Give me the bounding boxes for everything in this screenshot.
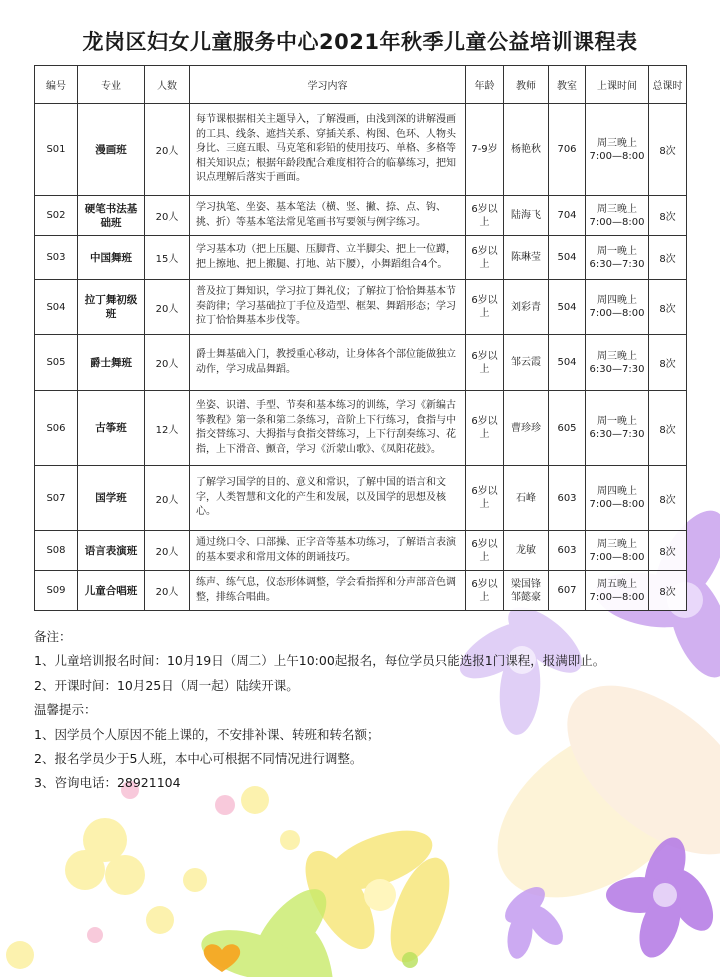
cell-hours: 8次 <box>649 104 687 196</box>
notes-heading: 备注： <box>34 629 72 644</box>
cell-content: 了解学习国学的目的、意义和常识，了解中国的语言和文字，人类智慧和文化的产生和发展，以及国学的思想及核心。 <box>190 466 466 531</box>
course-schedule-table <box>34 65 687 611</box>
cell-content: 学习执笔、坐姿、基本笔法（横、竖、撇、捺、点、钩、挑、折）等基本笔法常见笔画书写要领与例字练习。 <box>190 196 466 236</box>
cell-id: S03 <box>35 236 78 280</box>
cell-id: S06 <box>35 391 78 466</box>
green-dot <box>402 952 418 968</box>
cell-teacher: 梁国锋 邹懿豪 <box>504 571 549 611</box>
cell-room: 605 <box>549 391 586 466</box>
header-room: 教室 <box>549 66 586 104</box>
table-row <box>35 531 687 571</box>
cell-major: 爵士舞班 <box>78 335 145 391</box>
cell-teacher: 石峰 <box>504 466 549 531</box>
cell-major: 国学班 <box>78 466 145 531</box>
table-row <box>35 335 687 391</box>
cell-age: 6岁以上 <box>466 531 504 571</box>
cell-time: 周三晚上 7:00—8:00 <box>586 196 649 236</box>
cell-count: 20人 <box>145 335 190 391</box>
cell-hours: 8次 <box>649 391 687 466</box>
cell-room: 504 <box>549 280 586 335</box>
cell-time: 周四晚上 7:00—8:00 <box>586 466 649 531</box>
header-teacher: 教师 <box>504 66 549 104</box>
cell-teacher: 龙敏 <box>504 531 549 571</box>
cell-major: 古筝班 <box>78 391 145 466</box>
page-title: 龙岗区妇女儿童服务中心2021年秋季儿童公益培训课程表 <box>82 30 638 54</box>
cell-major: 硬笔书法基础班 <box>78 196 145 236</box>
tip-no-makeup: 1、因学员个人原因不能上课的，不安排补课、转班和转名额； <box>34 726 380 742</box>
header-age: 年龄 <box>466 66 504 104</box>
cell-hours: 8次 <box>649 280 687 335</box>
cell-age: 6岁以上 <box>466 280 504 335</box>
tip-min-students: 2、报名学员少于5人班，本中心可根据不同情况进行调整。 <box>34 750 363 766</box>
tip-contact-phone: 3、咨询电话：28921104 <box>34 775 181 791</box>
cell-room: 704 <box>549 196 586 236</box>
course-schedule-table-wrapper <box>34 65 686 611</box>
cell-time: 周一晚上 6:30—7:30 <box>586 391 649 466</box>
note-start-time: 2、开课时间：10月25日（周一起）陆续开课。 <box>34 677 299 693</box>
cell-count: 20人 <box>145 531 190 571</box>
cell-time: 周一晚上 6:30—7:30 <box>586 236 649 280</box>
cell-teacher: 曹珍珍 <box>504 391 549 466</box>
cell-time: 周四晚上 7:00—8:00 <box>586 280 649 335</box>
cell-major: 儿童合唱班 <box>78 571 145 611</box>
cell-major: 漫画班 <box>78 104 145 196</box>
table-header-row <box>35 66 687 104</box>
cell-id: S04 <box>35 280 78 335</box>
notes-section <box>34 625 605 796</box>
cell-time: 周三晚上 7:00—8:00 <box>586 104 649 196</box>
cell-content: 坐姿、识谱、手型、节奏和基本练习的训练，学习《新编古筝教程》第一条和第二条练习，音阶上下行练习，食指与中指交替练习、大拇指与食指交替练习，上下行刮奏练习、花指，上下滑音、颤音，学习《沂蒙山歌》、《凤阳花鼓》。 <box>190 391 466 466</box>
cell-count: 20人 <box>145 104 190 196</box>
cell-major: 拉丁舞初级班 <box>78 280 145 335</box>
cell-room: 706 <box>549 104 586 196</box>
cell-teacher: 刘彩青 <box>504 280 549 335</box>
cell-content: 爵士舞基础入门，教授重心移动，让身体各个部位能做独立动作，学习成品舞蹈。 <box>190 335 466 391</box>
cell-age: 6岁以上 <box>466 391 504 466</box>
header-time: 上课时间 <box>586 66 649 104</box>
cell-hours: 8次 <box>649 335 687 391</box>
cell-age: 7-9岁 <box>466 104 504 196</box>
cell-content: 通过绕口令、口部操、正字音等基本功练习，了解语言表演的基本要求和常用文体的朗诵技巧。 <box>190 531 466 571</box>
cell-count: 12人 <box>145 391 190 466</box>
table-row <box>35 391 687 466</box>
cell-major: 中国舞班 <box>78 236 145 280</box>
cell-hours: 8次 <box>649 531 687 571</box>
cell-time: 周三晚上 7:00—8:00 <box>586 531 649 571</box>
cell-age: 6岁以上 <box>466 571 504 611</box>
table-row <box>35 571 687 611</box>
cell-age: 6岁以上 <box>466 196 504 236</box>
cell-count: 20人 <box>145 466 190 531</box>
cell-id: S07 <box>35 466 78 531</box>
header-count: 人数 <box>145 66 190 104</box>
cell-room: 603 <box>549 531 586 571</box>
header-major: 专业 <box>78 66 145 104</box>
cell-hours: 8次 <box>649 466 687 531</box>
cell-count: 20人 <box>145 196 190 236</box>
cell-id: S02 <box>35 196 78 236</box>
cell-teacher: 杨艳秋 <box>504 104 549 196</box>
cell-hours: 8次 <box>649 236 687 280</box>
cell-time: 周三晚上 6:30—7:30 <box>586 335 649 391</box>
table-row <box>35 280 687 335</box>
cell-content: 每节课根据相关主题导入，了解漫画，由浅到深的讲解漫画的工具、线条、遮挡关系、穿插关系、构图、色环、人物头身比、三庭五眼、马克笔和彩铅的使用技巧、单格、多格等相关知识点；根据年龄段配合难度相符合的临摹练习，把知识点理解后落实于画面。 <box>190 104 466 196</box>
header-content: 学习内容 <box>190 66 466 104</box>
table-row <box>35 236 687 280</box>
table-row <box>35 196 687 236</box>
cell-content: 学习基本功（把上压腿、压脚背、立半脚尖、把上一位蹲，把上擦地、把上搬腿、打地、站下腰），小舞蹈组合4个。 <box>190 236 466 280</box>
cell-age: 6岁以上 <box>466 236 504 280</box>
cell-count: 20人 <box>145 280 190 335</box>
cell-age: 6岁以上 <box>466 466 504 531</box>
cell-count: 20人 <box>145 571 190 611</box>
cell-age: 6岁以上 <box>466 335 504 391</box>
header-id: 编号 <box>35 66 78 104</box>
cell-time: 周五晚上 7:00—8:00 <box>586 571 649 611</box>
cell-teacher: 陈琳莹 <box>504 236 549 280</box>
table-row <box>35 104 687 196</box>
cell-major: 语言表演班 <box>78 531 145 571</box>
cell-content: 练声、练气息，仪态形体调整，学会看指挥和分声部音色调整，排练合唱曲。 <box>190 571 466 611</box>
note-registration-time: 1、儿童培训报名时间：10月19日（周二）上午10:00起报名，每位学员只能选报1门课程，报满即止。 <box>34 653 606 669</box>
cell-room: 603 <box>549 466 586 531</box>
cell-hours: 8次 <box>649 196 687 236</box>
table-row <box>35 466 687 531</box>
cell-room: 607 <box>549 571 586 611</box>
cell-id: S08 <box>35 531 78 571</box>
cell-id: S09 <box>35 571 78 611</box>
cell-id: S05 <box>35 335 78 391</box>
cell-hours: 8次 <box>649 571 687 611</box>
cell-teacher: 邹云霞 <box>504 335 549 391</box>
cell-count: 15人 <box>145 236 190 280</box>
cell-id: S01 <box>35 104 78 196</box>
tips-heading: 温馨提示： <box>34 702 97 718</box>
cell-content: 普及拉丁舞知识，学习拉丁舞礼仪；了解拉丁恰恰舞基本节奏韵律；学习基础拉丁手位及造型、框架、舞蹈形态；学习拉丁恰恰舞基本步伐等。 <box>190 280 466 335</box>
header-hours: 总课时 <box>649 66 687 104</box>
cell-room: 504 <box>549 335 586 391</box>
cell-room: 504 <box>549 236 586 280</box>
cell-teacher: 陆海飞 <box>504 196 549 236</box>
